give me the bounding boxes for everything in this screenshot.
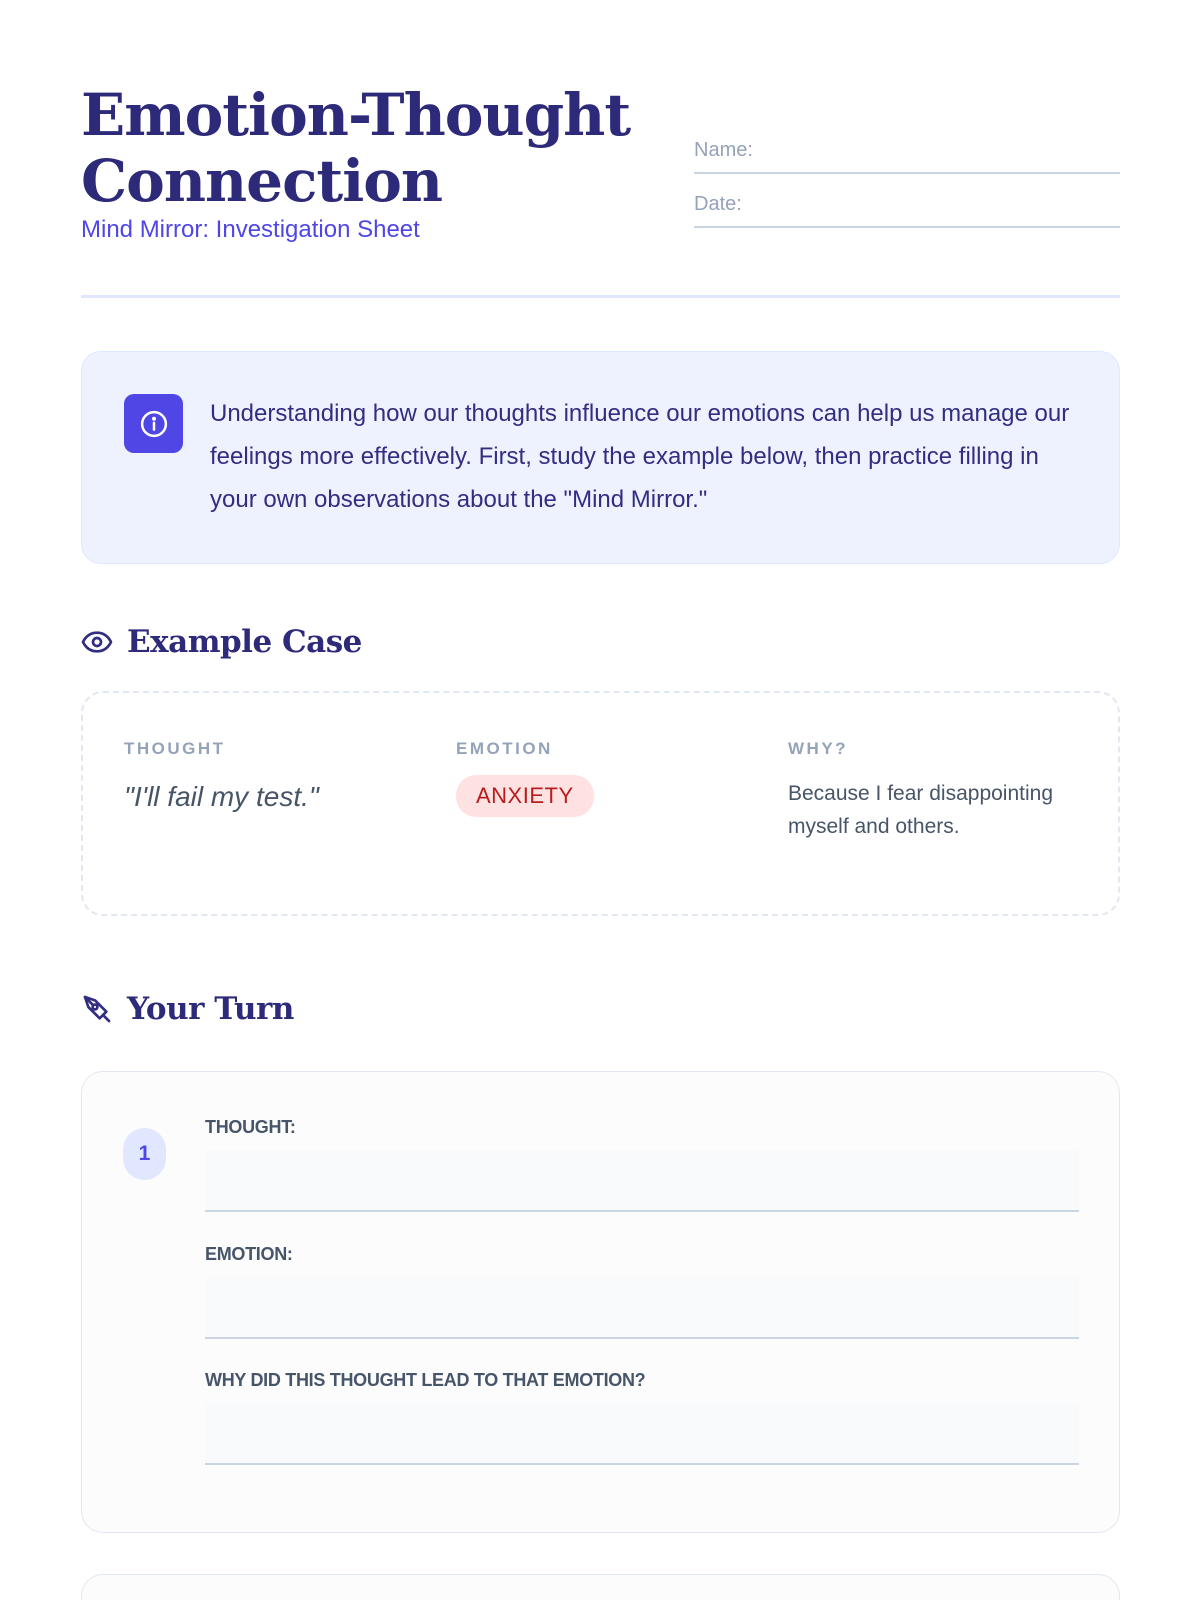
header-divider <box>81 295 1120 298</box>
entry-number-badge: 1 <box>123 1128 166 1180</box>
example-why-text: Because I fear disappointing myself and others. <box>788 782 1054 838</box>
date-field[interactable] <box>694 174 1120 228</box>
emotion-input[interactable] <box>205 1277 1079 1339</box>
example-thought-label: THOUGHT <box>124 739 226 758</box>
example-why-label: WHY? <box>788 739 849 758</box>
example-card <box>81 691 1120 916</box>
eye-icon <box>81 626 113 658</box>
example-why-column <box>788 739 1088 843</box>
example-emotion-column <box>456 739 756 817</box>
page-title: Emotion-Thought Connection <box>81 81 631 215</box>
meta-fields <box>694 120 1120 228</box>
example-emotion-label: EMOTION <box>456 739 553 758</box>
emotion-field-group <box>205 1244 1079 1339</box>
thought-field-group <box>205 1117 1079 1212</box>
example-thought-text: "I'll fail my test." <box>124 781 319 812</box>
pen-tool-icon <box>81 993 113 1025</box>
why-input[interactable] <box>205 1403 1079 1465</box>
name-label: Name: <box>694 139 753 161</box>
emotion-field-label: EMOTION: <box>205 1244 293 1264</box>
next-entry-card <box>81 1574 1120 1600</box>
your-turn-section-heading <box>81 989 294 1029</box>
your-turn-heading: Your Turn <box>127 991 294 1027</box>
name-field[interactable] <box>694 120 1120 174</box>
info-text: Understanding how our thoughts influence our emotions can help us manage our feelings more effectively. First, study the example below, then practice filling in your own observations about the "Mind Mirror." <box>210 400 1070 513</box>
example-heading: Example Case <box>127 624 362 660</box>
entry-card <box>81 1071 1120 1533</box>
why-field-label: WHY DID THIS THOUGHT LEAD TO THAT EMOTION? <box>205 1370 646 1390</box>
thought-input[interactable] <box>205 1150 1079 1212</box>
page-subtitle: Mind Mirror: Investigation Sheet <box>81 216 420 243</box>
date-label: Date: <box>694 193 742 215</box>
why-field-group <box>205 1370 1079 1465</box>
example-section-heading <box>81 622 362 662</box>
thought-field-label: THOUGHT: <box>205 1117 296 1137</box>
example-thought-column <box>124 739 424 813</box>
info-icon <box>124 394 183 453</box>
header <box>81 82 1120 297</box>
info-box <box>81 351 1120 564</box>
worksheet-page <box>81 0 1120 1600</box>
emotion-badge: ANXIETY <box>456 775 594 817</box>
